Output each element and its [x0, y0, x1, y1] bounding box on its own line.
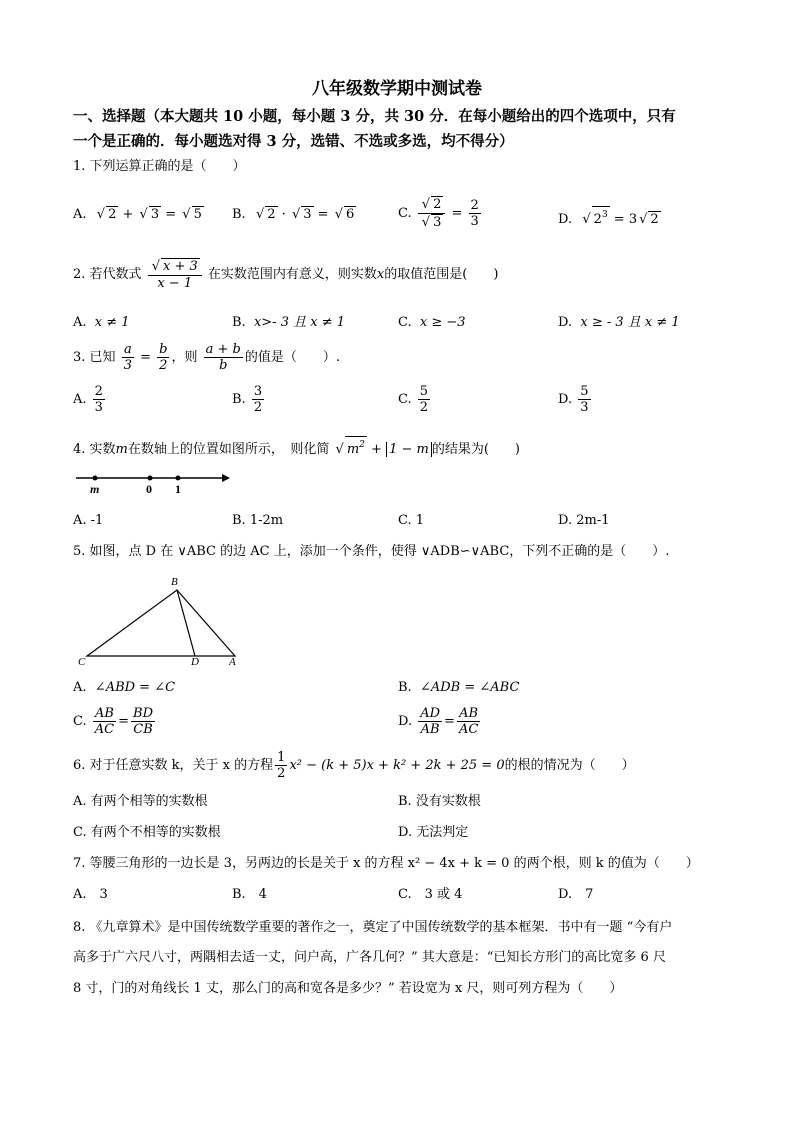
- q1-option-a: A. √ 2 + √ 3 = √ 5: [73, 207, 202, 222]
- label-c: C: [78, 656, 86, 668]
- q6-option-d: D. 无法判定: [398, 825, 469, 840]
- q6-stem: 6. 对于任意实数 k，关于 x 的方程 $\frac{1}{2}$ x² − (k + 5)x + k² + 2k + 25 = 0的根的情况为（ ）: [73, 750, 635, 781]
- triangle-abc: [87, 590, 235, 656]
- q4-option-c: C. 1: [398, 513, 425, 528]
- q6-option-c: C. 有两个不相等的实数根: [73, 825, 221, 840]
- q2-option-c: C. x ≥ −3: [398, 315, 466, 330]
- q5-option-c: C. $\frac{AB}{AC}$ = $\frac{BD}{CB}$: [73, 706, 153, 737]
- q4-option-d: D. 2m-1: [558, 513, 610, 528]
- q4-option-a: A. -1: [73, 513, 104, 528]
- q7-option-d: D. 7: [558, 887, 594, 902]
- q3-option-a: A. $\frac{2}{3}$: [73, 384, 103, 415]
- q1-option-b: B. √ 2 · √ 3 = √ 6: [232, 207, 355, 222]
- point-0: [148, 476, 153, 481]
- q1-option-c: C. $\frac{√ 2}{√ 3}$ = $\frac{2}{3}$: [398, 197, 479, 230]
- q8-line1: 8. 《九章算术》是中国传统数学重要的著作之一，奠定了中国传统数学的基本框架．书中有一题 “今有户: [73, 920, 673, 935]
- q6-option-a: A. 有两个相等的实数根: [73, 794, 208, 809]
- q2-option-b: B. x>- 3 且 x ≠ 1: [232, 315, 345, 330]
- label-m: m: [90, 482, 100, 496]
- q5-option-b: B. ∠ADB = ∠ABC: [398, 680, 520, 695]
- q5-stem: 5. 如图，点 D 在 ∨ABC 的边 AC 上，添加一个条件，使得 ∨ADB∽∨ABC，下列不正确的是（ ）.: [73, 544, 670, 559]
- triangle-figure: [75, 572, 250, 670]
- label-0: 0: [146, 482, 152, 496]
- number-line: [70, 466, 240, 496]
- q7-option-b: B. 4: [232, 887, 267, 902]
- label-d: D: [191, 656, 199, 668]
- label-b: B: [171, 576, 178, 588]
- q5-option-a: A. ∠ABD = ∠C: [73, 680, 176, 695]
- q1-stem: 1. 下列运算正确的是（ ）: [73, 159, 246, 174]
- point-m: [93, 476, 98, 481]
- q7-option-a: A. 3: [73, 887, 108, 902]
- section-header-line1: 一、选择题（本大题共 10 小题，每小题 3 分，共 30 分．在每小题给出的四个选项中，只有: [73, 108, 676, 125]
- q1-option-d: D. √ $2^3 = 3$ √ 2: [558, 206, 661, 229]
- point-1: [176, 476, 181, 481]
- section-header-line2: 一个是正确的．每小题选对得 3 分，选错、不选或多选，均不得分）: [73, 133, 514, 150]
- q2-stem: 2. 若代数式 $\frac{√ x + 3}{x - 1}$ 在实数范围内有意义，则实数x的取值范围是( ): [73, 259, 499, 291]
- q3-option-b: B. $\frac{3}{2}$: [232, 384, 263, 415]
- q8-line2: 高多于广六尺八寸，两隅相去适一丈，问户高，广各几何？” 其大意是：“已知长方形门的高比宽多 6 尺: [73, 950, 666, 965]
- q5-option-d: D. $\frac{AD}{AB}$ = $\frac{AB}{AC}$: [398, 706, 479, 737]
- q8-line3: 8 寸，门的对角线长 1 丈，那么门的高和宽各是多少？” 若设宽为 x 尺，则可列方程为（ ）: [73, 981, 623, 996]
- q3-stem: 3. 已知 $\frac{a}{3}$ = $\frac{b}{2}$ ，则 $\frac{a + b}{b}$ 的值是（ ）.: [73, 342, 340, 373]
- page-title: 八年级数学期中测试卷: [312, 79, 482, 99]
- q7-stem: 7. 等腰三角形的一边长是 3，另两边的长是关于 x 的方程 x² − 4x + k = 0 的两个根，则 k 的值为（ ）: [73, 856, 699, 871]
- q4-stem: 4. 实数m在数轴上的位置如图所示， 则化简 √ $m^2 + 1 - m$ 的结果为( ): [73, 436, 520, 459]
- q2-option-d: D. x ≥ - 3 且 x ≠ 1: [558, 315, 680, 330]
- q6-option-b: B. 没有实数根: [398, 794, 481, 809]
- q3-option-c: C. $\frac{5}{2}$: [398, 384, 429, 415]
- q7-option-c: C. 3 或 4: [398, 887, 463, 902]
- number-line-arrow: [222, 474, 230, 482]
- q2-option-a: A. x ≠ 1: [73, 315, 130, 330]
- q3-option-d: D. $\frac{5}{3}$: [558, 384, 589, 415]
- label-1: 1: [175, 482, 181, 496]
- q4-option-b: B. 1-2m: [232, 513, 284, 528]
- label-a: A: [229, 656, 236, 668]
